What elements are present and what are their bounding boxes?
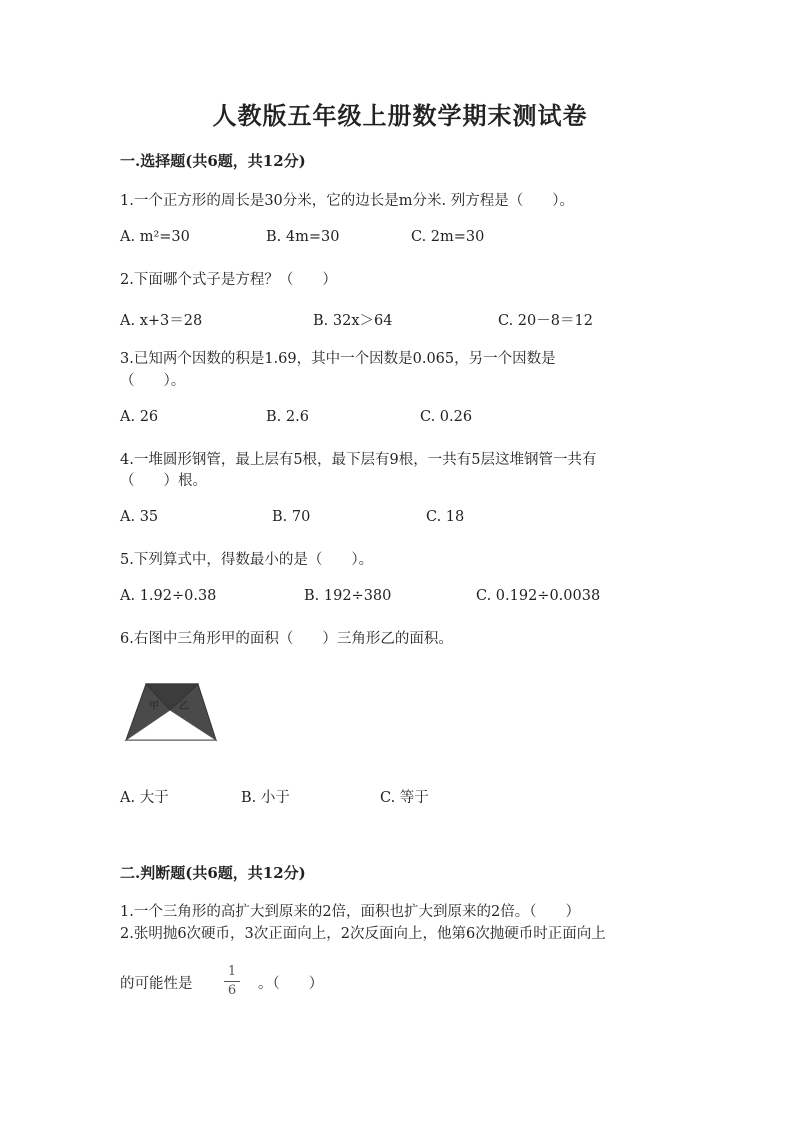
question-3-option-c: C. 0.26 [420,409,473,425]
question-5-option-a: A. 1.92÷0.38 [120,588,217,604]
question-3-line-1: 3.已知两个因数的积是1.69，其中一个因数是0.065，另一个因数是 [120,351,556,367]
judge-question-2-line-2-after: 。（ ） [258,976,324,992]
label-yi: 乙 [179,701,189,712]
question-1-option-a: A. m²=30 [120,229,190,245]
fraction-one-sixth [224,964,240,999]
question-6-option-c: C. 等于 [380,790,429,806]
question-4-option-b: B. 70 [272,509,311,525]
judge-question-2-line-2-before: 的可能性是 [120,976,193,992]
question-6-option-a: A. 大于 [120,790,169,806]
question-4-line-2: （ ）根。 [120,473,207,489]
fraction-denominator: 6 [227,983,237,998]
question-4-option-a: A. 35 [120,509,159,525]
question-4-option-c: C. 18 [426,509,465,525]
section-1-heading: 一.选择题(共6题，共12分) [120,152,306,170]
question-1: 1.一个正方形的周长是30分米，它的边长是m分米. 列方程是（ ）。 [120,193,575,209]
question-5-option-b: B. 192÷380 [304,588,392,604]
judge-question-2-line-1: 2.张明抛6次硬币，3次正面向上，2次反面向上，他第6次抛硬币时正面向上 [120,926,606,942]
question-6: 6.右图中三角形甲的面积（ ）三角形乙的面积。 [120,631,453,647]
question-2-option-a: A. x+3＝28 [120,313,203,329]
fraction-numerator: 1 [227,964,237,979]
label-jia: 甲 [149,701,159,712]
judge-question-1: 1.一个三角形的高扩大到原来的2倍，面积也扩大到原来的2倍。（ ） [120,904,581,920]
question-1-option-c: C. 2m=30 [411,229,485,245]
question-2-option-b: B. 32x＞64 [313,313,393,329]
fraction-bar [224,981,240,982]
question-6-option-b: B. 小于 [241,790,290,806]
question-4-line-1: 4.一堆圆形钢管，最上层有5根，最下层有9根，一共有5层这堆钢管一共有 [120,452,597,468]
question-5-option-c: C. 0.192÷0.0038 [476,588,601,604]
triangles-figure [122,678,222,744]
question-1-option-b: B. 4m=30 [266,229,340,245]
question-3-line-2: （ ）。 [120,373,186,389]
page-title: 人教版五年级上册数学期末测试卷 [212,101,588,130]
section-2-heading: 二.判断题(共6题，共12分) [120,864,306,882]
question-5: 5.下列算式中，得数最小的是（ ）。 [120,552,374,568]
question-2: 2.下面哪个式子是方程？（ ） [120,272,337,288]
question-3-option-a: A. 26 [120,409,159,425]
question-3-option-b: B. 2.6 [266,409,309,425]
question-2-option-c: C. 20－8＝12 [498,313,593,329]
